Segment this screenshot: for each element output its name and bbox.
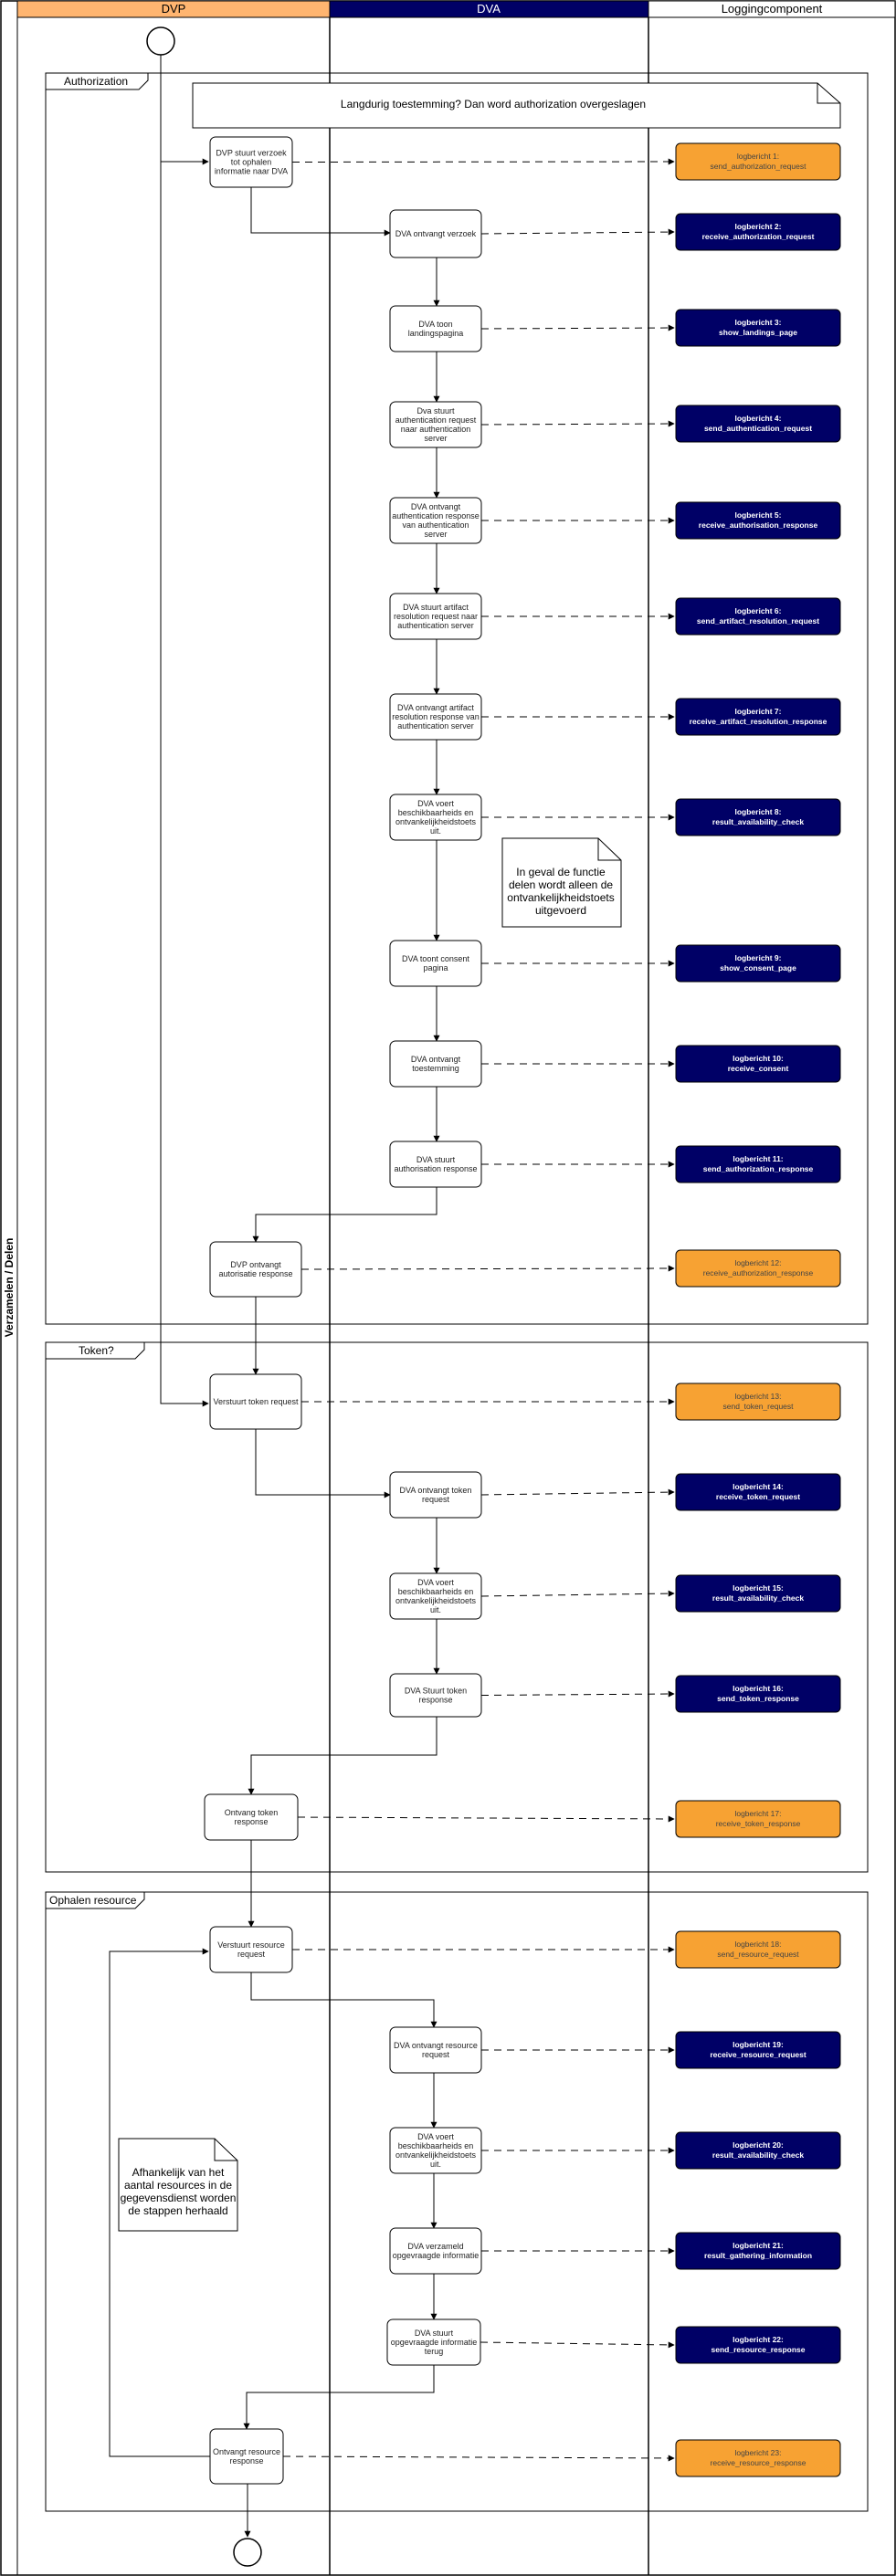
log-connector (481, 1492, 674, 1495)
process-node-label: beschikbaarheids en (397, 1587, 474, 1596)
process-node-label: Verstuurt token request (213, 1397, 299, 1406)
process-node-label: response (418, 1695, 453, 1705)
end-event (234, 2539, 261, 2566)
process-node-label: authentication request (395, 415, 477, 425)
log-message-name: receive_resource_response (710, 2458, 806, 2467)
process-node-label: resolution request naar (393, 612, 479, 621)
log-message (676, 2327, 840, 2363)
process-node-label: pagina (423, 963, 448, 973)
log-message-name: send_resource_response (711, 2345, 806, 2354)
process-node-label: authentication server (397, 621, 474, 630)
log-message (676, 1801, 840, 1837)
process-node-label: authentication server (397, 721, 474, 731)
process-node-label: DVA voert (417, 2132, 454, 2141)
log-message (676, 598, 840, 635)
log-message-name: receive_authorization_request (701, 232, 815, 241)
log-message-title: logbericht 11: (733, 1154, 784, 1163)
process-node (390, 306, 481, 352)
process-node (390, 2027, 481, 2073)
nodes-layer (205, 137, 481, 2484)
log-message (676, 1676, 840, 1712)
log-message (676, 2132, 840, 2169)
process-node-label: response (234, 1817, 269, 1826)
log-connector (481, 328, 674, 329)
process-node (390, 941, 481, 986)
log-message-title: logbericht 3: (734, 318, 782, 327)
pool-label: Verzamelen / Delen (3, 1237, 16, 1338)
process-node (390, 794, 481, 840)
log-message-name: send_authentication_request (703, 424, 813, 433)
log-message-name: send_resource_request (717, 1950, 799, 1959)
log-message-title: logbericht 9: (734, 953, 782, 962)
process-node-label: server (424, 530, 448, 539)
lane-title-dvp: DVP (161, 2, 186, 16)
process-node-label: DVA ontvangt token (399, 1486, 472, 1495)
process-node-label: DVP ontvangt (230, 1260, 281, 1269)
log-message-name: receive_token_response (715, 1819, 801, 1828)
log-message-title: logbericht 19: (733, 2040, 784, 2049)
process-node-label: response (229, 2456, 264, 2466)
svg-text:Langdurig toestemming? Dan wor: Langdurig toestemming? Dan word authorization overgeslagen (340, 98, 647, 110)
process-node-label: DVA verzameld (407, 2242, 464, 2251)
process-node-label: authentication response (392, 511, 480, 520)
process-node-label: DVA ontvangt (410, 502, 461, 511)
note-functie-delen (502, 838, 621, 927)
log-message-name: receive_authorization_response (702, 1268, 814, 1277)
process-node-label: Ontvangt resource (212, 2447, 281, 2456)
process-node-label: request (421, 2050, 450, 2059)
log-message-title: logbericht 10: (733, 1054, 784, 1063)
process-node-label: DVA voert (417, 1578, 454, 1587)
log-message-title: logbericht 8: (734, 807, 782, 816)
log-message (676, 699, 840, 735)
process-node-label: toestemming (412, 1064, 459, 1073)
process-node (390, 1041, 481, 1087)
log-message-title: logbericht 22: (733, 2335, 784, 2344)
log-message-name: receive_authorisation_response (698, 520, 818, 530)
log-message (676, 1474, 840, 1510)
process-node-label: DVP stuurt verzoek (216, 148, 287, 158)
log-message-title: logbericht 14: (733, 1482, 784, 1491)
process-node-label: autorisatie response (218, 1269, 293, 1278)
process-node (390, 2128, 481, 2173)
log-message-name: receive_artifact_resolution_response (689, 717, 827, 726)
process-node-label: beschikbaarheids en (397, 2141, 474, 2150)
log-message-name: send_artifact_resolution_request (696, 616, 820, 626)
note-functie-line-3: ontvankelijkheidstoets (507, 891, 615, 904)
logs-layer (676, 143, 840, 2476)
log-message-title: logbericht 18: (734, 1940, 782, 1949)
log-message (676, 143, 840, 180)
process-node-label: DVA toon (418, 320, 453, 329)
log-message-title: logbericht 16: (733, 1684, 784, 1693)
frame-label-resource: Ophalen resource (49, 1894, 137, 1907)
note-functie-line-1: In geval de functie (516, 866, 606, 878)
note-afhankelijk-line-4: de stappen herhaald (128, 2204, 228, 2217)
process-node (210, 1927, 292, 1972)
log-message-title: logbericht 7: (734, 707, 782, 716)
log-message (676, 1146, 840, 1183)
log-message-name: send_token_response (717, 1694, 799, 1703)
process-node (390, 1472, 481, 1518)
start-event (147, 27, 174, 55)
note-functie-line-2: delen wordt alleen de (508, 878, 614, 891)
process-node-label: beschikbaarheids en (397, 808, 474, 817)
process-node (390, 498, 481, 543)
process-node-label: request (237, 1950, 266, 1959)
process-node-label: opgevraagde informatie (390, 2338, 478, 2347)
process-node-label: DVA voert (417, 799, 454, 808)
log-message (676, 1931, 840, 1968)
lane-title-logging: Loggingcomponent (721, 2, 823, 16)
log-message-name: send_authorization_response (702, 1164, 814, 1173)
log-message-name: show_landings_page (719, 328, 797, 337)
process-node (210, 137, 292, 187)
process-node-label: uit. (429, 2160, 442, 2169)
log-message-title: logbericht 13: (734, 1392, 782, 1401)
log-message (676, 405, 840, 442)
log-message (676, 799, 840, 836)
log-message (676, 1046, 840, 1082)
process-node (390, 2228, 481, 2274)
process-node (390, 402, 481, 447)
note-afhankelijk-line-2: aantal resources in de (123, 2179, 233, 2192)
log-message (676, 2032, 840, 2068)
log-message-name: receive_token_request (715, 1492, 801, 1501)
note-afhankelijk-line-3: gegevensdienst worden (120, 2192, 237, 2204)
process-node-label: tot ophalen (230, 157, 272, 167)
process-node-label: Ontvang token (224, 1808, 279, 1817)
process-node-label: DVA ontvangt resource (394, 2041, 478, 2050)
log-connector (481, 1593, 674, 1596)
process-node-label: Verstuurt resource (217, 1940, 285, 1950)
process-node-label: DVA Stuurt token (404, 1686, 468, 1696)
log-message (676, 502, 840, 539)
process-node-label: informatie naar DVA (214, 166, 289, 176)
log-message (676, 2440, 840, 2476)
process-node-label: DVA toont consent (402, 954, 469, 963)
process-node (387, 2319, 480, 2365)
log-message-title: logbericht 23: (734, 2448, 782, 2457)
log-connector (298, 1817, 674, 1819)
process-node-label: ontvankelijkheidstoets (395, 2150, 477, 2160)
log-message-name: send_token_request (722, 1402, 794, 1411)
log-message (676, 310, 840, 346)
log-message-name: result_availability_check (712, 1593, 805, 1603)
lane-title-dva: DVA (477, 2, 501, 16)
note-afhankelijk-line-1: Afhankelijk van het (132, 2166, 225, 2179)
process-node (390, 594, 481, 639)
log-message-name: result_availability_check (712, 817, 805, 826)
log-connector (481, 424, 674, 425)
log-message (676, 1383, 840, 1420)
process-node-label: DVA stuurt (416, 1155, 456, 1164)
process-node-label: landingspagina (407, 329, 464, 338)
frame-label-authorization: Authorization (64, 75, 129, 88)
process-node-label: DVA stuurt artifact (403, 603, 469, 612)
note-langdurig (193, 83, 840, 128)
process-node (210, 2429, 283, 2484)
process-node-label: uit. (429, 1605, 442, 1614)
process-node-label: Dva stuurt (416, 406, 455, 415)
log-message-title: logbericht 20: (733, 2140, 784, 2150)
log-connector (283, 2456, 674, 2458)
log-message-title: logbericht 21: (733, 2241, 784, 2250)
process-node-label: ontvankelijkheidstoets (395, 817, 477, 826)
process-node-label: uit. (429, 826, 442, 836)
log-message (676, 2233, 840, 2269)
frame-label-token: Token? (79, 1344, 114, 1357)
log-message-title: logbericht 2: (734, 222, 782, 231)
process-node-label: request (421, 1495, 450, 1504)
process-node (390, 1573, 481, 1619)
log-message (676, 1575, 840, 1612)
process-node (390, 1141, 481, 1187)
log-message-title: logbericht 12: (734, 1258, 782, 1267)
log-message-title: logbericht 1: (736, 152, 780, 161)
log-message-title: logbericht 4: (734, 414, 782, 423)
process-node-label: resolution response van (392, 712, 480, 721)
log-message-name: result_availability_check (712, 2150, 805, 2160)
process-node-label: DVA stuurt (414, 2329, 454, 2338)
log-message-name: receive_consent (727, 1064, 789, 1073)
log-message (676, 945, 840, 982)
process-node-label: terug (424, 2347, 444, 2356)
process-node (210, 1242, 301, 1297)
process-node (390, 694, 481, 740)
process-node (205, 1794, 298, 1840)
log-message-name: show_consent_page (720, 963, 796, 973)
process-node-label: DVA ontvangt (410, 1055, 461, 1064)
log-connector (481, 232, 674, 234)
log-connector (301, 1268, 674, 1269)
log-connector (292, 162, 674, 163)
process-node-label: naar authentication (400, 425, 471, 434)
process-node (390, 1674, 481, 1717)
process-node-label: opgevraagde informatie (392, 2251, 480, 2260)
log-message-title: logbericht 5: (734, 510, 782, 520)
process-node-label: server (424, 434, 448, 443)
process-node (210, 1374, 301, 1429)
note-functie-line-4: uitgevoerd (534, 904, 587, 917)
log-message (676, 214, 840, 250)
log-message-title: logbericht 15: (733, 1583, 784, 1593)
log-message (676, 1250, 840, 1287)
process-node (390, 210, 481, 258)
log-message-name: receive_resource_request (710, 2050, 806, 2059)
process-node-label: DVA ontvangt verzoek (395, 229, 477, 238)
log-connector (480, 2342, 674, 2345)
process-node-label: DVA ontvangt artifact (397, 703, 474, 712)
log-message-title: logbericht 17: (734, 1809, 782, 1818)
process-node-label: van authentication (402, 520, 469, 530)
process-node-label: ontvankelijkheidstoets (395, 1596, 477, 1605)
log-message-name: result_gathering_information (703, 2251, 813, 2260)
log-message-name: send_authorization_request (710, 162, 806, 171)
log-connector (481, 1694, 674, 1696)
process-node-label: authorisation response (394, 1164, 478, 1173)
note-afhankelijk (119, 2139, 237, 2231)
log-message-title: logbericht 6: (734, 606, 782, 615)
